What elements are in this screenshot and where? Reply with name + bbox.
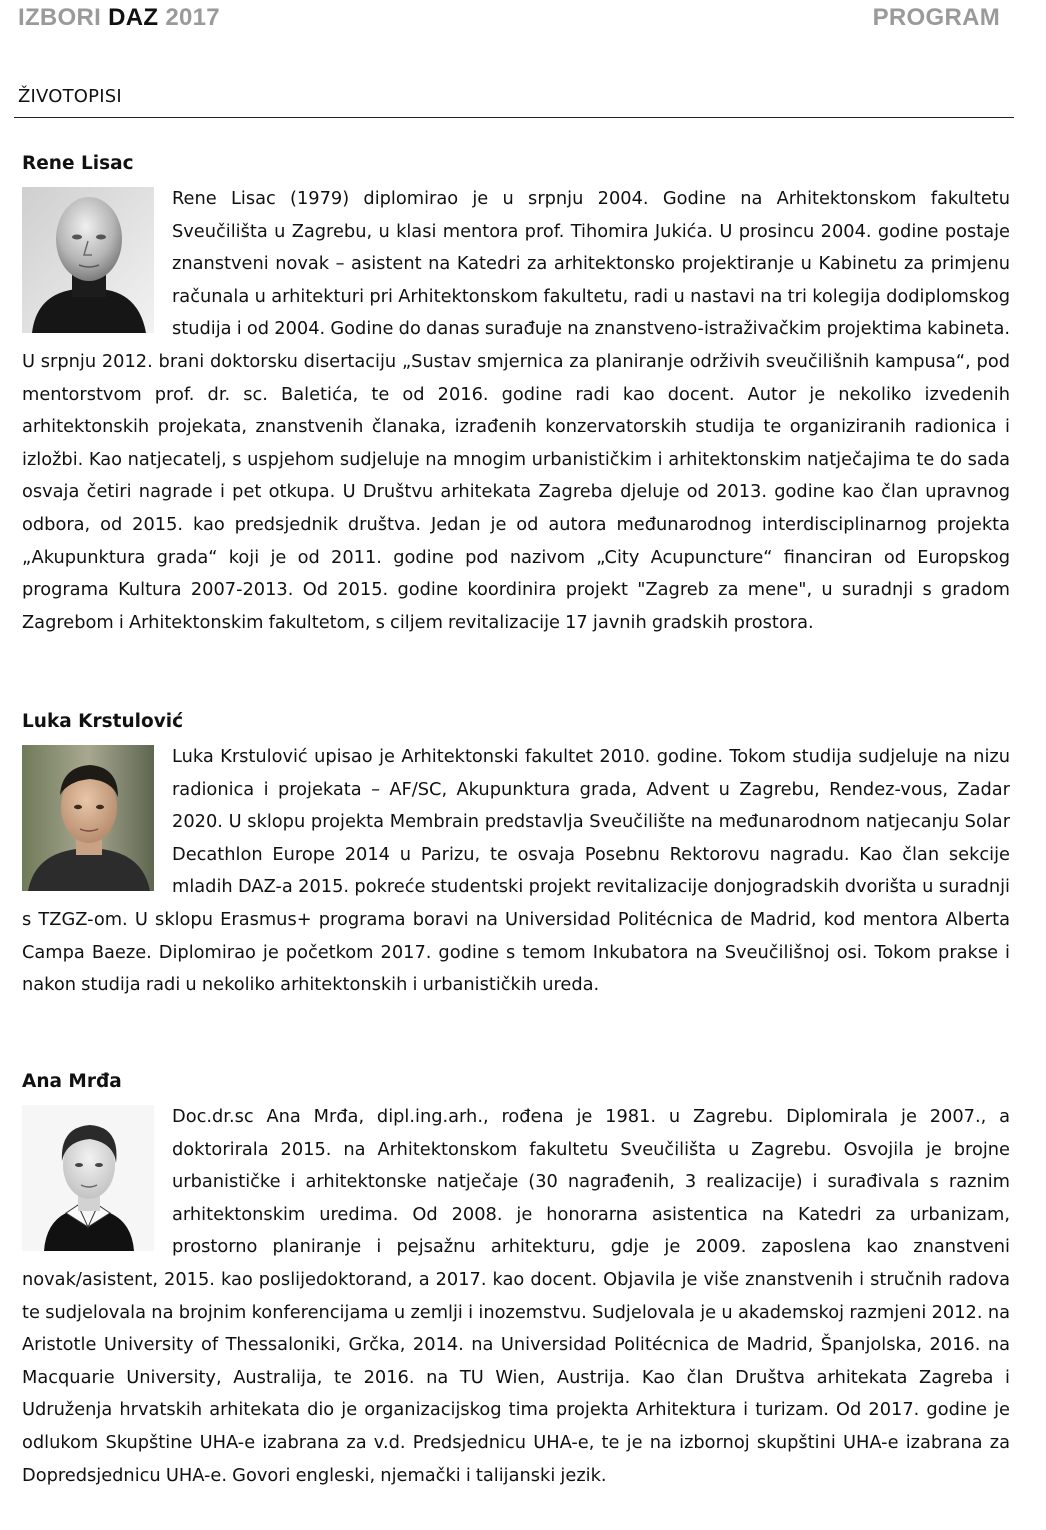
bio-ana-mrda — [22, 1070, 1010, 1492]
bio-rene-lisac — [22, 152, 1010, 639]
bio-name: Luka Krstulović — [22, 711, 184, 732]
portrait-photo — [22, 1105, 154, 1251]
section-title: ŽIVOTOPISI — [18, 86, 122, 107]
bio-luka-krstulovic — [22, 710, 1010, 1002]
portrait-photo — [22, 745, 154, 891]
bio-text: Doc.dr.sc Ana Mrđa, dipl.ing.arh., rođena je 1981. u Zagrebu. Diplomirala je 2007., a doktorirala 2015. na Arhitektonskom fakultetu Sveučilišta u Zagrebu. Osvojila je brojne urbanističke i arhitektonske natječaje (30 nagrađenih, 3 realizacije) i surađivala s raznim arhitektonskim uredima. Od 2008. je honorarna asistentica na Katedri za urbanizam, prostorno planiranje i pejsažnu arhitekturu, gdje je 2009. zaposlena kao znanstveni novak/asistent, 2015. kao poslijedoktorand, a 2017. kao docent. Objavila je više znanstvenih i stručnih radova te sudjelovala na brojnim konferencijama u zemlji i inozemstvu. Sudjelovala je u akademskoj razmjeni 2012. na Aristotle University of Thessaloniki, Grčka, 2014. na Universidad Politécnica de Madrid, Španjolska, 2016. na Macquarie University, Australija, te 2016. na TU Wien, Austrija. Kao član Društva arhitekata Zagreba i Udruženja hrvatskih arhitekata dio je organizacijskog tima projekta Arhitektura i turizam. Od 2017. godine je odlukom Skupštine UHA-e izabrana za v.d. Predsjednicu UHA-e, te je na izbornoj skupštini UHA-e izabrana za Dopredsjednicu UHA-e. Govori engleski, njemački i talijanski jezik. — [22, 1106, 1010, 1486]
brand-part-year: 2017 — [165, 4, 220, 31]
brand-title — [18, 4, 220, 32]
page-header — [18, 4, 1000, 38]
bio-text: Luka Krstulović upisao je Arhitektonski fakultet 2010. godine. Tokom studija sudjeluje na nizu radionica i projekata – AF/SC, Akupunktura grada, Advent u Zagrebu, Rendez-vous, Zadar 2020. U sklopu projekta Membrain predstavlja Sveučilište na međunarodnom natjecanju Solar Decathlon Europe 2014 u Parizu, te osvaja Posebnu Rektorovu nagradu. Kao član sekcije mladih DAZ-a 2015. pokreće studentski projekt revitalizacije donjogradskih dvorišta u suradnji s TZGZ-om. U sklopu Erasmus+ programa boravi na Universidad Politécnica de Madrid, kod mentora Alberta Campa Baeze. Diplomirao je početkom 2017. godine s temom Inkubatora na Sveučilišnoj osi. Tokom prakse i nakon studija radi u nekoliko arhitektonskih i urbanističkih ureda. — [22, 746, 1010, 996]
bio-text: Rene Lisac (1979) diplomirao je u srpnju 2004. Godine na Arhitektonskom fakultetu Sveučilišta u Zagrebu, u klasi mentora prof. Tihomira Jukića. U prosincu 2004. godine postaje znanstveni novak – asistent na Katedri za arhitektonsko projektiranje u Kabinetu za primjenu računala u arhitekturi pri Arhitektonskom fakultetu, radi u nastavi na tri kolegija dodiplomskog studija i od 2004. Godine do danas surađuje na znanstveno-istraživačkim projektima kabineta. U srpnju 2012. brani doktorsku disertaciju „Sustav smjernica za planiranje održivih sveučilišnih kampusa“, pod mentorstvom prof. dr. sc. Baletića, te od 2016. godine radi kao docent. Autor je nekoliko izvedenih arhitektonskih projekata, znanstvenih članaka, izrađenih konzervatorskih studija te organiziranih radionica i izložbi. Kao natjecatelj, s uspjehom sudjeluje na mnogim urbanističkim i arhitektonskim natječajima te do sada osvaja četiri nagrade i pet otkupa. U Društvu arhitekata Zagreba djeluje od 2013. godine kao član upravnog odbora, od 2015. kao predsjednik društva. Jedan je od autora međunarodnog interdisciplinarnog projekta „Akupunktura grada“ koji je od 2011. godine pod nazivom „City Acupuncture“ financiran od Europskog programa Kultura 2007-2013. Od 2015. godine koordinira projekt "Zagreb za mene", u suradnji s gradom Zagrebom i Arhitektonskim fakultetom, s ciljem revitalizacije 17 javnih gradskih prostora. — [22, 188, 1010, 633]
bio-name: Rene Lisac — [22, 153, 134, 174]
bio-name: Ana Mrđa — [22, 1071, 122, 1092]
section-divider — [14, 117, 1014, 118]
brand-part-daz: DAZ — [108, 4, 159, 31]
brand-part-izbori: IZBORI — [18, 4, 102, 31]
header-program-label: PROGRAM — [872, 4, 1000, 31]
portrait-photo — [22, 187, 154, 333]
